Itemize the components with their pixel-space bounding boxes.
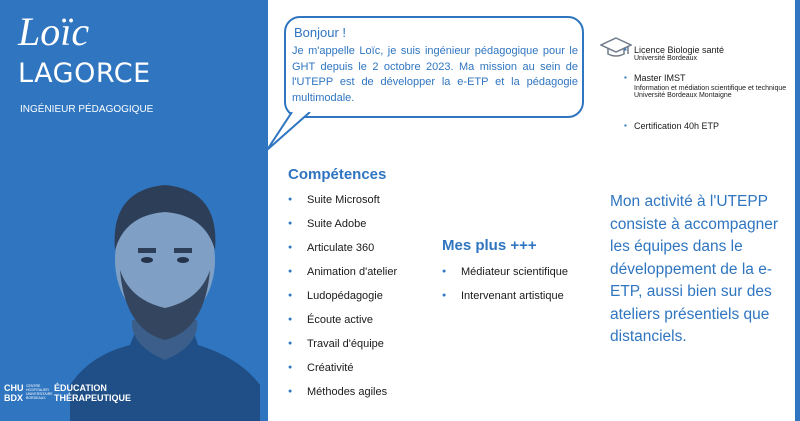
logo-subtitle: CENTRE HOSPITALIER UNIVERSITAIRE BORDEAUX (26, 384, 53, 400)
logo-education: ÉDUCATION THÉRAPEUTIQUE (54, 383, 132, 403)
competence-item: ● Écoute active (307, 314, 373, 326)
competence-item: ● Animation d'atelier (307, 266, 397, 278)
role-title: INGÉNIEUR PÉDAGOGIQUE (20, 104, 154, 115)
competences-title: Compétences (288, 166, 387, 183)
competence-item: ● Suite Adobe (307, 218, 366, 230)
last-name: LAGORCE (18, 58, 151, 89)
competence-item: ● Suite Microsoft (307, 194, 380, 206)
logo-chu: CHU BDX (4, 383, 24, 403)
intro-text: Je m'appelle Loïc, je suis ingénieur pédagogique pour le GHT depuis le 2 octobre 2023. Ma mission au sein de l'UTEPP est de développer la e-ETP et la pédagogie multimodale. (292, 45, 578, 104)
profile-panel (0, 0, 268, 421)
speech-bubble-tail (262, 112, 312, 152)
competence-item: ● Ludopédagogie (307, 290, 383, 302)
greeting: Bonjour ! (294, 25, 347, 40)
diploma-certification: ▪ Certification 40h ETP (624, 121, 720, 131)
first-name: Loïc (18, 9, 90, 54)
competence-item: ● Créativité (307, 362, 353, 374)
activity-description: Mon activité à l'UTEPP consiste à accompagner les équipes dans le développement de la e-ETP, aussi bien sur des ateliers présentiels que distanciels. (610, 193, 779, 345)
diploma-master: ▪ Master IMST Information et médiation scientifique et technique Université Bordeaux Montaigne (624, 73, 787, 99)
right-edge-bar (795, 0, 800, 421)
competence-item: ● Travail d'équipe (307, 338, 384, 350)
plus-title: Mes plus +++ (442, 237, 537, 254)
plus-item: ● Intervenant artistique (461, 290, 564, 302)
competence-item: ● Articulate 360 (307, 242, 374, 254)
competence-item: ● Méthodes agiles (307, 386, 387, 398)
graduation-cap-icon (600, 36, 632, 58)
plus-item: ● Médiateur scientifique (461, 266, 568, 278)
diploma-licence: ▪ Licence Biologie santé Université Bordeaux (624, 45, 725, 62)
